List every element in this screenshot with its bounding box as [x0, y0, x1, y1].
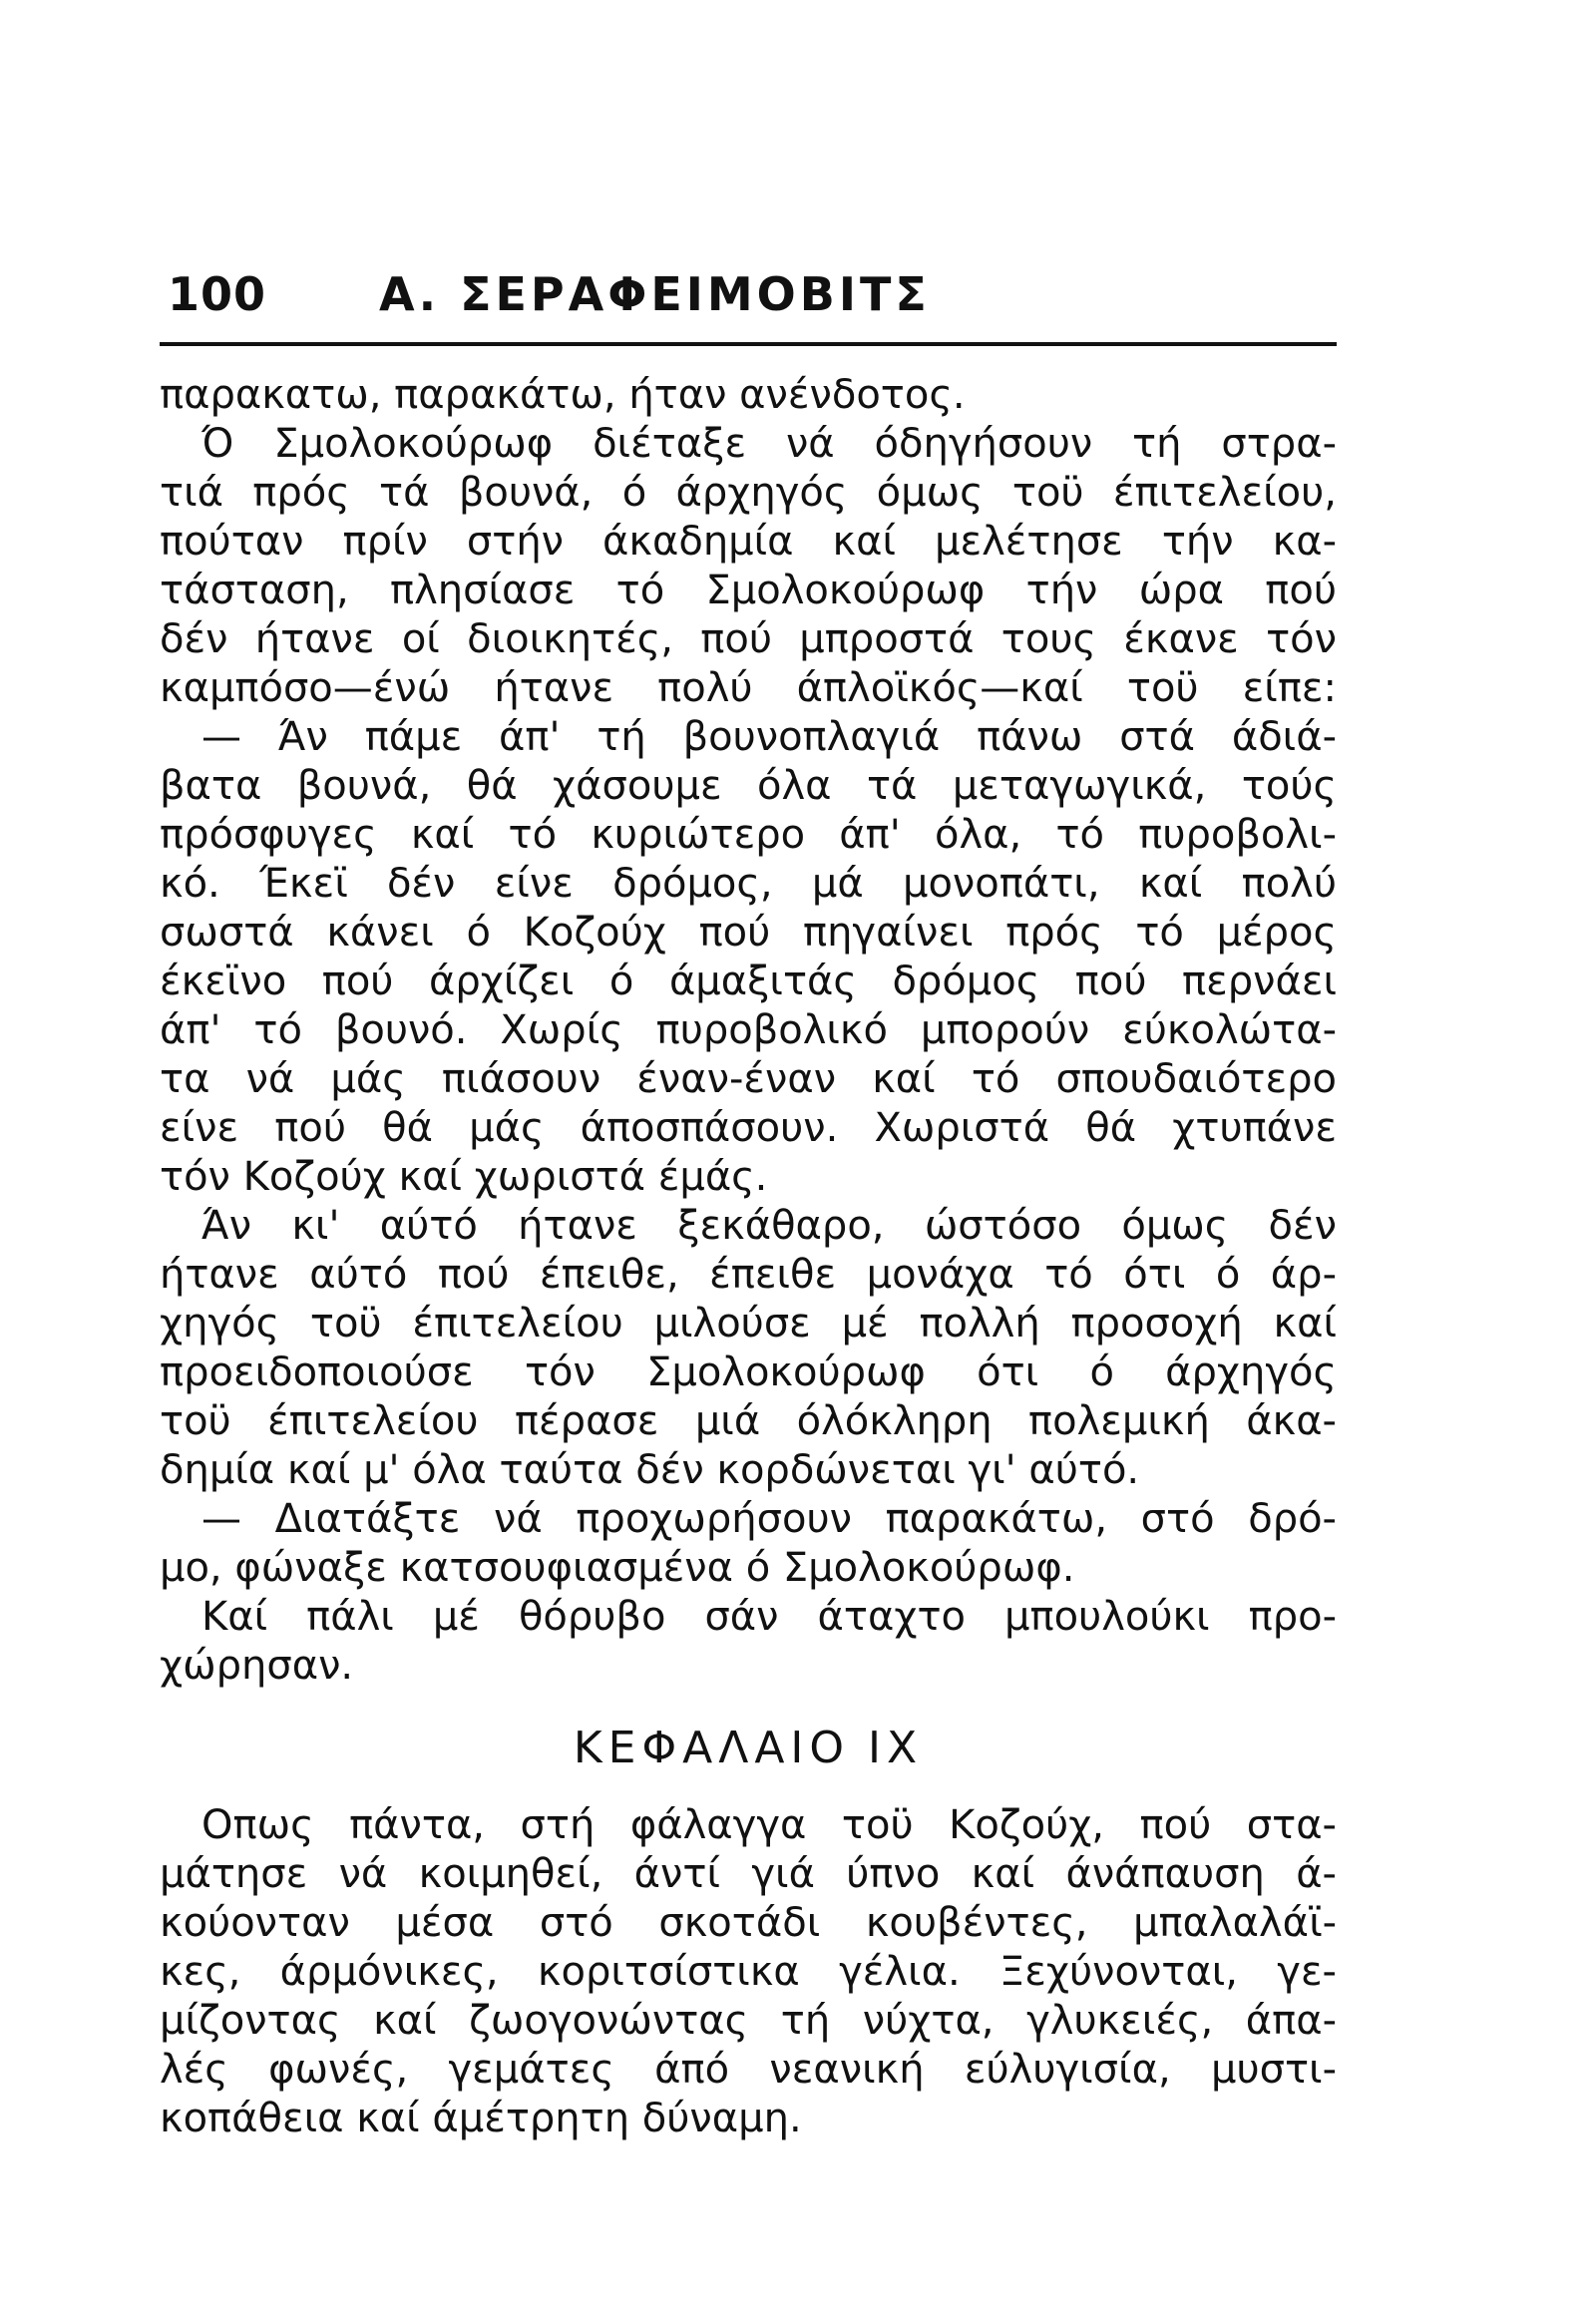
text-line: δέν ήτανε οί διοικητές, πού μπροστά τους έκανε τόν — [160, 616, 1337, 662]
running-head — [160, 267, 1337, 327]
text-line: μίζοντας καί ζωογονώντας τή νύχτα, γλυκειές, άπα- — [160, 1998, 1337, 2044]
text-line: έκεϊνο πού άρχίζει ό άμαξιτάς δρόμος πού περνάει — [160, 959, 1337, 1004]
running-title: Α. ΣΕΡΑΦΕΙΜΟΒΙΤΣ — [379, 267, 931, 321]
text-line: μάτησε νά κοιμηθεί, άντί γιά ύπνο καί άνάπαυση ά- — [160, 1851, 1337, 1897]
chapter-heading — [160, 1701, 1337, 1795]
text-line: παρακατω, παρακάτω, ήταν ανένδοτος. — [160, 372, 966, 418]
text-line: τοϋ έπιτελείου πέρασε μιά όλόκληρη πολεμική άκα- — [160, 1398, 1337, 1444]
text-line: πρόσφυγες καί τό κυριώτερο άπ' όλα, τό πυροβολι- — [160, 812, 1337, 858]
text-line: κούονταν μέσα στό σκοτάδι κουβέντες, μπαλαλάϊ- — [160, 1900, 1337, 1946]
chapter-numeral: ΙΧ — [868, 1723, 924, 1773]
chapter-label: ΚΕΦΑΛΑΙΟ — [573, 1723, 851, 1773]
text-line: είνε πού θά μάς άποσπάσουν. Χωριστά θά χτυπάνε — [160, 1105, 1337, 1151]
text-line: μο, φώναξε κατσουφιασμένα ό Σμολοκούρωφ. — [160, 1545, 1075, 1591]
text-line: σωστά κάνει ό Κοζούχ πού πηγαίνει πρός τό μέρος — [160, 910, 1337, 956]
text-line: Ό Σμολοκούρωφ διέταξε νά όδηγήσουν τή στρα- — [201, 421, 1337, 467]
text-line: χηγός τοϋ έπιτελείου μιλούσε μέ πολλή προσοχή καί — [160, 1301, 1337, 1347]
text-block — [160, 371, 1337, 2143]
text-line: Καί πάλι μέ θόρυβο σάν άταχτο μπουλούκι προ- — [201, 1594, 1337, 1640]
text-line: — Διατάξτε νά προχωρήσουν παρακάτω, στό δρό- — [201, 1496, 1337, 1542]
text-line: κό. Έκεϊ δέν είνε δρόμος, μά μονοπάτι, καί πολύ — [160, 861, 1337, 907]
section-2 — [160, 1801, 1337, 2143]
section-1 — [160, 371, 1337, 1691]
text-line: Άν κι' αύτό ήτανε ξεκάθαρο, ώστόσο όμως δέν — [201, 1203, 1337, 1249]
text-line: Οπως πάντα, στή φάλαγγα τοϋ Κοζούχ, πού στα- — [201, 1802, 1337, 1848]
text-line: τόν Κοζούχ καί χωριστά έμάς. — [160, 1154, 768, 1200]
text-line: κες, άρμόνικες, κοριτσίστικα γέλια. Ξεχύνονται, γε- — [160, 1949, 1337, 1995]
page-number: 100 — [168, 267, 267, 321]
text-line: προειδοποιούσε τόν Σμολοκούρωφ ότι ό άρχηγός — [160, 1349, 1337, 1395]
text-line: λές φωνές, γεμάτες άπό νεανική εύλυγισία, μυστι- — [160, 2047, 1337, 2093]
text-line: πούταν πρίν στήν άκαδημία καί μελέτησε τήν κα- — [160, 519, 1337, 565]
text-line: βατα βουνά, θά χάσουμε όλα τά μεταγωγικά, τούς — [160, 763, 1337, 809]
text-line: καμπόσο—ένώ ήτανε πολύ άπλοϊκός—καί τοϋ είπε: — [160, 665, 1337, 711]
text-line: ήτανε αύτό πού έπειθε, έπειθε μονάχα τό ότι ό άρ- — [160, 1252, 1337, 1298]
header-rule — [160, 342, 1337, 346]
text-line: χώρησαν. — [160, 1643, 354, 1689]
text-line: τιά πρός τά βουνά, ό άρχηγός όμως τοϋ έπιτελείου, — [160, 470, 1337, 516]
text-line: άπ' τό βουνό. Χωρίς πυροβολικό μπορούν εύκολώτα- — [160, 1007, 1337, 1053]
text-line: κοπάθεια καί άμέτρητη δύναμη. — [160, 2096, 802, 2141]
text-line: δημία καί μ' όλα ταύτα δέν κορδώνεται γι' αύτό. — [160, 1447, 1140, 1493]
text-line: — Άν πάμε άπ' τή βουνοπλαγιά πάνω στά άδιά- — [201, 714, 1337, 760]
text-line: τα νά μάς πιάσουν έναν-έναν καί τό σπουδαιότερο — [160, 1056, 1337, 1102]
text-line: τάσταση, πλησίασε τό Σμολοκούρωφ τήν ώρα πού — [160, 568, 1337, 613]
